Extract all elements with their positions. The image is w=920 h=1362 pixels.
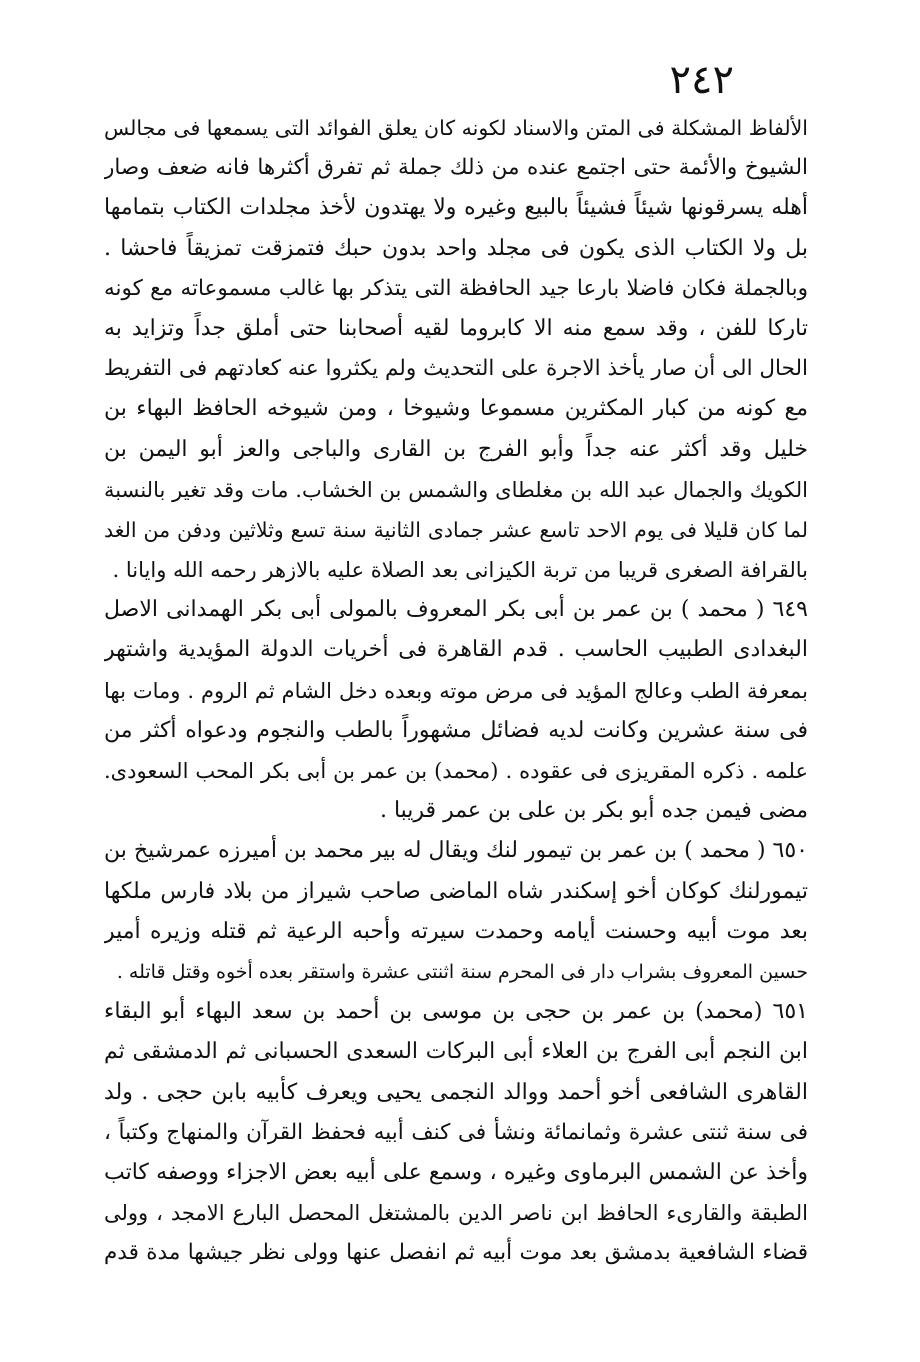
text-line: بعد موت أبيه وحسنت أيامه وحمدت سيرته وأحبه الرعية ثم قتله وزيره أمير [104, 918, 808, 944]
page-number: ٢٤٢ [669, 57, 734, 103]
text-line: أهله يسرقونها شيئاً فشيئاً بالبيع وغيره ولا يهتدون لأخذ مجلدات الكتاب بتمامها [104, 195, 808, 221]
text-line: علمه . ذكره المقريزى فى عقوده . (محمد) بن عمر بن أبى بكر المحب السعودى. [104, 759, 808, 783]
text-line: البغدادى الطبيب الحاسب . قدم القاهرة فى أخريات الدولة المؤيدية واشتهر [104, 637, 808, 663]
text-line: تاركا للفن ، وقد سمع منه الا كابروما لقيه أصحابنا حتى أملق جداً وتزايد به [104, 315, 808, 341]
text-line: وأخذ عن الشمس البرماوى وغيره ، وسمع على أبيه بعض الاجزاء ووصفه كاتب [104, 1159, 808, 1185]
text-line: فى سنة ثنتى عشرة وثمانمائة ونشأ فى كنف أبيه فحفظ القرآن والمنهاج وكتباً ، [104, 1119, 808, 1145]
text-line: ٦٥٠ ( محمد ) بن عمر بن تيمور لنك ويقال له بير محمد بن أميرزه عمرشيخ بن [104, 838, 808, 864]
text-line: الطبقة والقارىء الحافظ ابن ناصر الدين بالمشتغل المحصل البارع الامجد ، وولى [104, 1201, 808, 1226]
text-line: قضاء الشافعية بدمشق بعد موت أبيه ثم انفصل عنها وولى نظر جيشها مدة قدم [104, 1240, 808, 1266]
text-line: ٦٤٩ ( محمد ) بن عمر بن أبى بكر المعروف بالمولى أبى بكر الهمدانى الاصل [104, 597, 808, 623]
body-text [104, 108, 808, 1273]
text-line: لما كان قليلا فى يوم الاحد تاسع عشر جمادى الثانية سنة تسع وثلاثين ودفن من الغد [104, 517, 808, 542]
text-line: مع كونه من كبار المكثرين مسموعا وشيوخا ، ومن شيوخه الحافظ البهاء بن [104, 396, 808, 422]
text-line: الشيوخ والأئمة حتى اجتمع عنده من ذلك جملة ثم تفرق أكثرها فانه ضعف وصار [104, 155, 808, 181]
text-line: مضى فيمن جده أبو بكر بن على بن عمر قريبا . [379, 798, 808, 824]
text-line: القاهرى الشافعى أخو أحمد ووالد النجمى يحيى ويعرف كأبيه بابن حجى . ولد [104, 1079, 808, 1105]
text-line: الحال الى أن صار يأخذ الاجرة على التحديث ولم يكثروا عنه كعادتهم فى التفريط [104, 356, 808, 382]
text-line: خليل وقد أكثر عنه جداً وأبو الفرج بن القارى والباجى والعز أبو اليمن بن [104, 436, 808, 462]
text-line: فى سنة عشرين وكانت لديه فضائل مشهوراً بالطب والنجوم ودعواه أكثر من [104, 717, 808, 743]
text-line: بمعرفة الطب وعالج المؤيد فى مرض موته وبعده دخل الشام ثم الروم . ومات بها [104, 678, 808, 703]
text-line: ابن النجم أبى الفرج بن العلاء أبى البركات السعدى الحسبانى ثم الدمشقى ثم [104, 1039, 808, 1065]
text-line: وبالجملة فكان فاضلا بارعا جيد الحافظة التى يتذكر بها غالب مسموعاته مع كونه [104, 275, 808, 301]
text-line: الكويك والجمال عبد الله بن مغلطاى والشمس بن الخشاب. مات وقد تغير بالنسبة [104, 477, 808, 502]
text-line: بالقرافة الصغرى قريبا من تربة الكيزانى بعد الصلاة عليه بالازهر رحمه الله وايانا . [112, 558, 808, 583]
text-line: ٦٥١ (محمد) بن عمر بن حجى بن موسى بن أحمد بن سعد البهاء أبو البقاء [104, 999, 808, 1025]
text-line: تيمورلنك كوكان أخو إسكندر شاه الماضى صاحب شيراز من بلاد فارس ملكها [104, 878, 808, 904]
text-line: بل ولا الكتاب الذى يكون فى مجلد واحد بدون حبك فتمزقت تمزيقاً فاحشا . [104, 235, 808, 261]
text-line: الألفاظ المشكلة فى المتن والاسناد لكونه كان يعلق الفوائد التى يسمعها فى مجالس [104, 116, 808, 140]
text-line: حسين المعروف بشراب دار فى المحرم سنة اثنتى عشرة واستقر بعده أخوه وقتل قاتله . [116, 960, 808, 983]
